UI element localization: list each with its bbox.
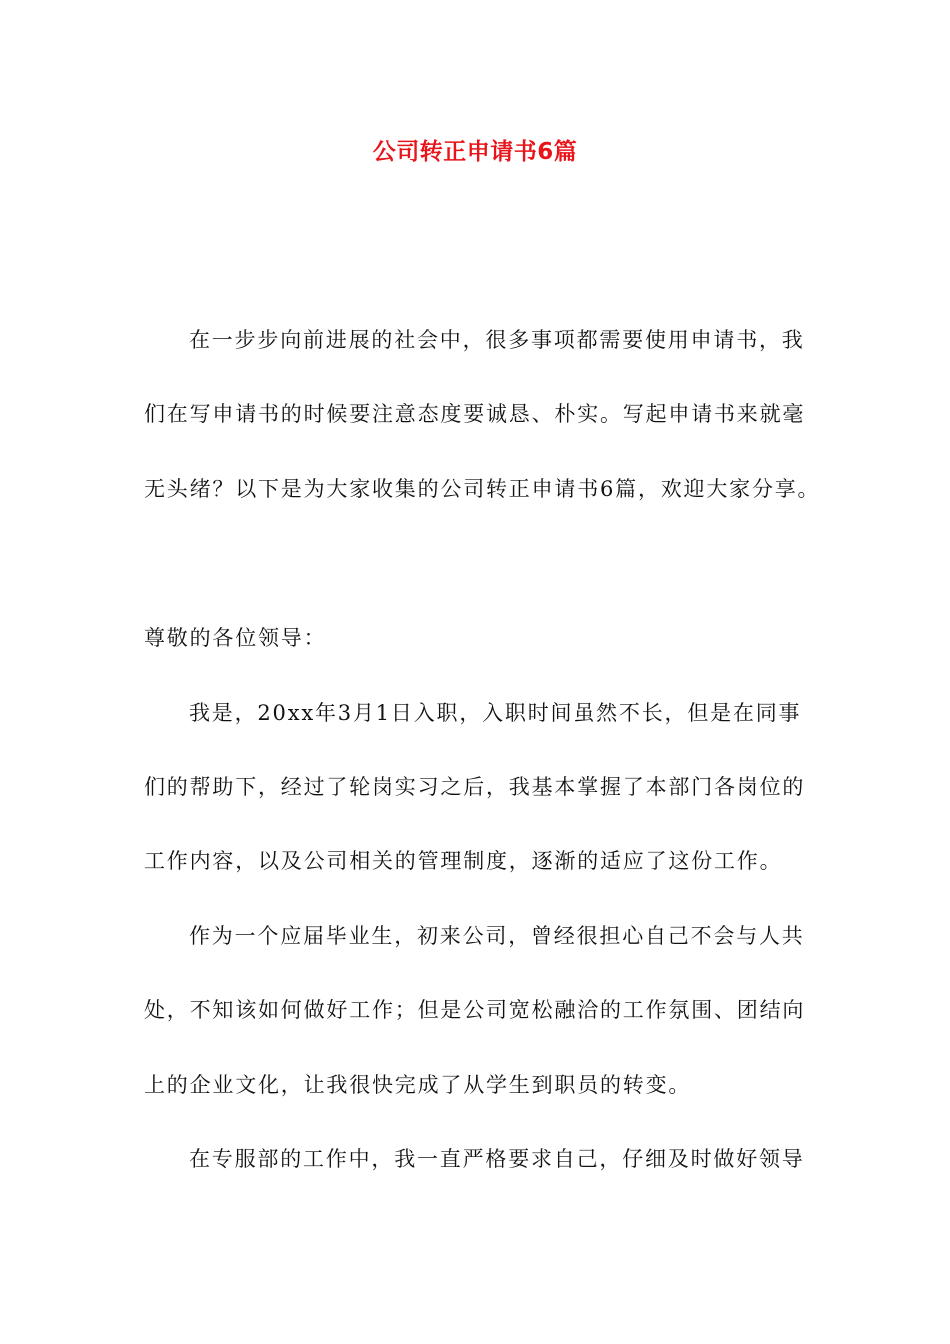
paragraph-1-line-1: 我是，20xx年3月1日入职，入职时间虽然不长，但是在同事 (189, 701, 802, 725)
intro-line-2: 们在写申请书的时候要注意态度要诚恳、朴实。写起申请书来就毫 (144, 402, 806, 426)
document-title: 公司转正申请书6篇 (372, 139, 578, 165)
intro-line-3: 无头绪？以下是为大家收集的公司转正申请书6篇，欢迎大家分享。 (144, 477, 821, 501)
salutation: 尊敬的各位领导： (144, 626, 327, 650)
intro-line-1: 在一步步向前进展的社会中，很多事项都需要使用申请书，我 (189, 328, 805, 352)
paragraph-1-line-3: 工作内容，以及公司相关的管理制度，逐渐的适应了这份工作。 (144, 849, 783, 873)
paragraph-2-line-1: 作为一个应届毕业生，初来公司，曾经很担心自己不会与人共 (189, 924, 805, 948)
paragraph-2-line-2: 处，不知该如何做好工作；但是公司宽松融洽的工作氛围、团结向 (144, 998, 806, 1022)
paragraph-2-line-3: 上的企业文化，让我很快完成了从学生到职员的转变。 (144, 1073, 692, 1097)
paragraph-1-line-2: 们的帮助下，经过了轮岗实习之后，我基本掌握了本部门各岗位的 (144, 775, 806, 799)
paragraph-3-line-1: 在专服部的工作中，我一直严格要求自己，仔细及时做好领导 (189, 1147, 805, 1171)
